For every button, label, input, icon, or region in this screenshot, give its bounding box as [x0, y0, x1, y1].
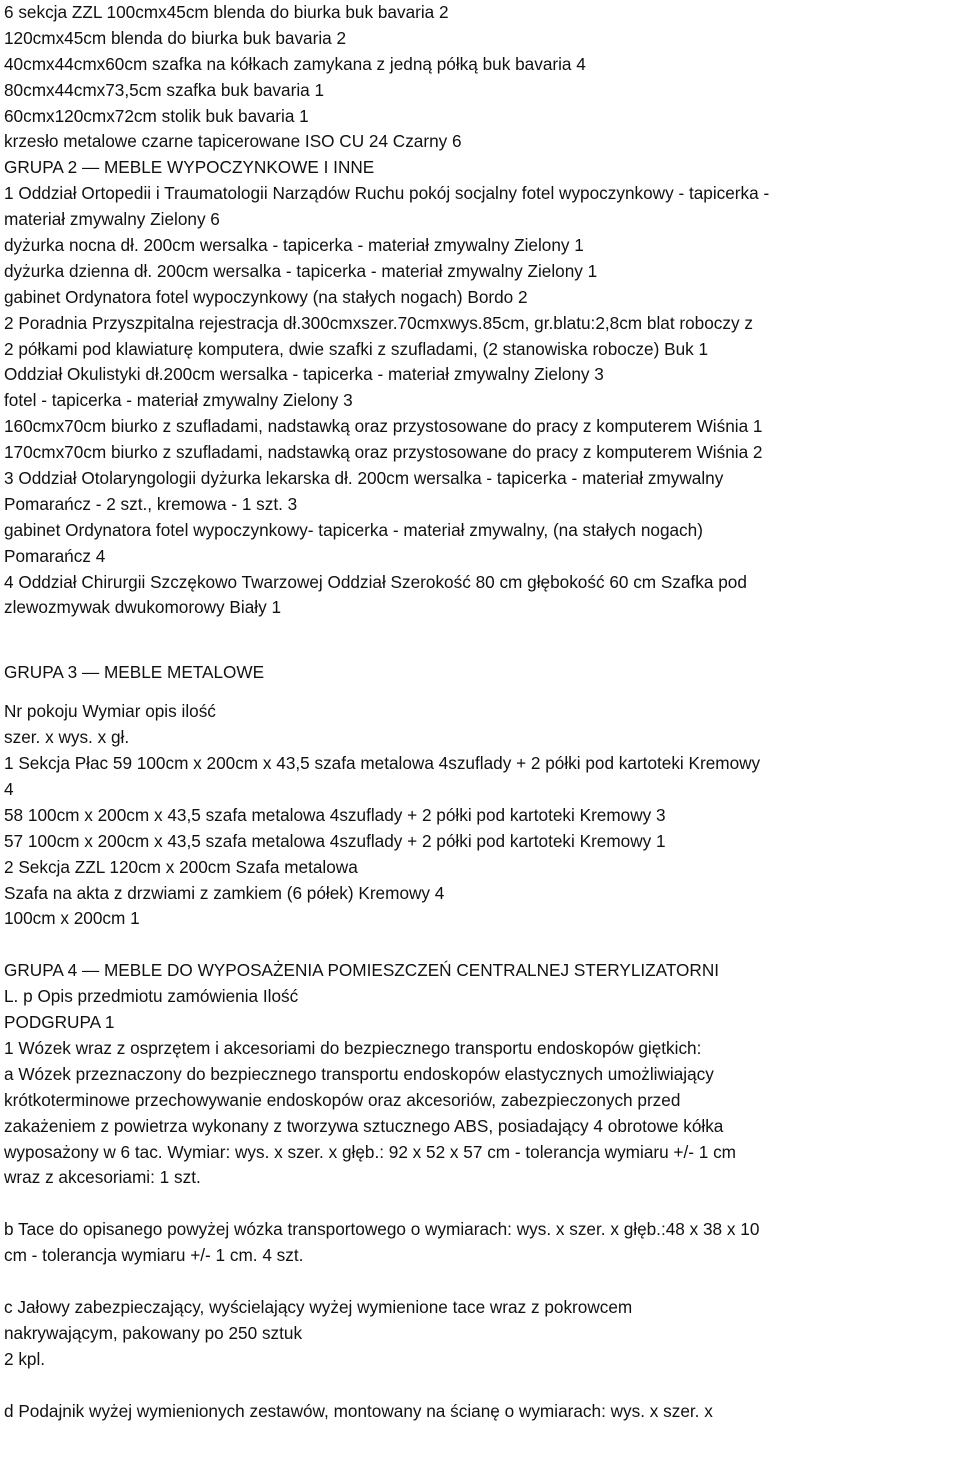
- text-line: 80cmx44cmx73,5cm szafka buk bavaria 1: [4, 79, 325, 100]
- text-line: wyposażony w 6 tac. Wymiar: wys. x szer. x głęb.: 92 x 52 x 57 cm - tolerancja wymiaru +/- 1 cm: [4, 1141, 736, 1162]
- text-line: 160cmx70cm biurko z szufladami, nadstawką oraz przystosowane do pracy z komputerem Wiśnia 1: [4, 416, 763, 437]
- text-line: fotel - tapicerka - materiał zmywalny Zielony 3: [4, 390, 353, 411]
- text-line: 120cmx45cm blenda do biurka buk bavaria 2: [4, 27, 347, 48]
- table-header: szer. x wys. x gł.: [4, 727, 130, 748]
- text-line: c Jałowy zabezpieczający, wyścielający wyżej wymienione tace wraz z pokrowcem: [4, 1297, 633, 1318]
- text-line: 40cmx44cmx60cm szafka na kółkach zamykana z jedną półką buk bavaria 4: [4, 53, 586, 74]
- table-row: 1 Sekcja Płac 59 100cm x 200cm x 43,5 szafa metalowa 4szuflady + 2 półki pod kartoteki Kremowy: [4, 753, 761, 774]
- text-line: a Wózek przeznaczony do bezpiecznego transportu endoskopów elastycznych umożliwiający: [4, 1063, 714, 1084]
- table-header: Nr pokoju Wymiar opis ilość: [4, 701, 216, 722]
- subgroup-heading: PODGRUPA 1: [4, 1012, 115, 1033]
- spacer: [4, 1269, 960, 1295]
- text-line: zakażeniem z powietrza wykonany z tworzywa sztucznego ABS, posiadający 4 obrotowe kółka: [4, 1115, 724, 1136]
- table-header: L. p Opis przedmiotu zamówienia Ilość: [4, 986, 299, 1007]
- spacer: [4, 1373, 960, 1399]
- table-row: 2 Sekcja ZZL 120cm x 200cm Szafa metalowa: [4, 856, 358, 877]
- group-heading: GRUPA 4 — MEBLE DO WYPOSAŻENIA POMIESZCZEŃ CENTRALNEJ STERYLIZATORNI: [4, 960, 720, 981]
- text-line: d Podajnik wyżej wymienionych zestawów, montowany na ścianę o wymiarach: wys. x szer. x: [4, 1400, 713, 1421]
- group-heading: GRUPA 2 — MEBLE WYPOCZYNKOWE I INNE: [4, 157, 375, 178]
- section-group-3-heading: [4, 660, 960, 686]
- text-line: krótkoterminowe przechowywanie endoskopów oraz akcesoriów, zabezpieczonych przed: [4, 1089, 681, 1110]
- text-line: Oddział Okulistyki dł.200cm wersalka - tapicerka - materiał zmywalny Zielony 3: [4, 364, 604, 385]
- table-row: 57 100cm x 200cm x 43,5 szafa metalowa 4szuflady + 2 półki pod kartoteki Kremowy 1: [4, 830, 666, 851]
- text-line: 2 półkami pod klawiaturę komputera, dwie szafki z szufladami, (2 stanowiska robocze) Buk 1: [4, 338, 709, 359]
- text-line: krzesło metalowe czarne tapicerowane ISO CU 24 Czarny 6: [4, 131, 462, 152]
- text-line: gabinet Ordynatora fotel wypoczynkowy- tapicerka - materiał zmywalny, (na stałych nogach): [4, 519, 703, 540]
- text-line: dyżurka dzienna dł. 200cm wersalka - tapicerka - materiał zmywalny Zielony 1: [4, 260, 598, 281]
- text-line: 3 Oddział Otolaryngologii dyżurka lekarska dł. 200cm wersalka - tapicerka - materiał zmywalny: [4, 468, 724, 489]
- table-row: 100cm x 200cm 1: [4, 908, 140, 929]
- spacer: [4, 647, 960, 660]
- text-line: dyżurka nocna dł. 200cm wersalka - tapicerka - materiał zmywalny Zielony 1: [4, 235, 584, 256]
- section-group-4: [4, 958, 960, 1191]
- text-line: 2 kpl.: [4, 1348, 46, 1369]
- text-line: 4 Oddział Chirurgii Szczękowo Twarzowej Oddział Szerokość 80 cm głębokość 60 cm Szafka pod: [4, 571, 747, 592]
- section-group-3-table: [4, 699, 960, 932]
- text-line: 170cmx70cm biurko z szufladami, nadstawką oraz przystosowane do pracy z komputerem Wiśnia 2: [4, 442, 763, 463]
- item-b: [4, 1217, 960, 1269]
- spacer: [4, 686, 960, 699]
- text-line: nakrywającym, pakowany po 250 sztuk: [4, 1322, 303, 1343]
- spacer: [4, 932, 960, 958]
- text-line: 1 Oddział Ortopedii i Traumatologii Narządów Ruchu pokój socjalny fotel wypoczynkowy - tapicerka -: [4, 183, 770, 204]
- text-line: cm - tolerancja wymiaru +/- 1 cm. 4 szt.: [4, 1245, 304, 1266]
- text-line: 2 Poradnia Przyszpitalna rejestracja dł.300cmxszer.70cmxwys.85cm, gr.blatu:2,8cm blat roboczy z: [4, 312, 753, 333]
- group-heading: GRUPA 3 — MEBLE METALOWE: [4, 662, 265, 683]
- text-line: 60cmx120cmx72cm stolik buk bavaria 1: [4, 105, 309, 126]
- item-d: [4, 1399, 960, 1425]
- text-line: Pomarańcz - 2 szt., kremowa - 1 szt. 3: [4, 493, 298, 514]
- spacer: [4, 1191, 960, 1217]
- section-group-2: [4, 0, 960, 621]
- text-line: 6 sekcja ZZL 100cmx45cm blenda do biurka buk bavaria 2: [4, 2, 449, 22]
- item-c: [4, 1295, 960, 1373]
- text-line: Pomarańcz 4: [4, 545, 106, 566]
- table-row: 4: [4, 778, 14, 799]
- text-line: gabinet Ordynatora fotel wypoczynkowy (na stałych nogach) Bordo 2: [4, 286, 528, 307]
- text-line: b Tace do opisanego powyżej wózka transportowego o wymiarach: wys. x szer. x głęb.:48 x 38 x 10: [4, 1219, 760, 1240]
- text-line: zlewozmywak dwukomorowy Biały 1: [4, 597, 281, 618]
- table-row: Szafa na akta z drzwiami z zamkiem (6 półek) Kremowy 4: [4, 882, 445, 903]
- text-line: materiał zmywalny Zielony 6: [4, 209, 220, 230]
- text-line: 1 Wózek wraz z osprzętem i akcesoriami do bezpiecznego transportu endoskopów giętkich:: [4, 1037, 702, 1058]
- text-line: wraz z akcesoriami: 1 szt.: [4, 1167, 201, 1188]
- spacer: [4, 621, 960, 647]
- table-row: 58 100cm x 200cm x 43,5 szafa metalowa 4szuflady + 2 półki pod kartoteki Kremowy 3: [4, 804, 666, 825]
